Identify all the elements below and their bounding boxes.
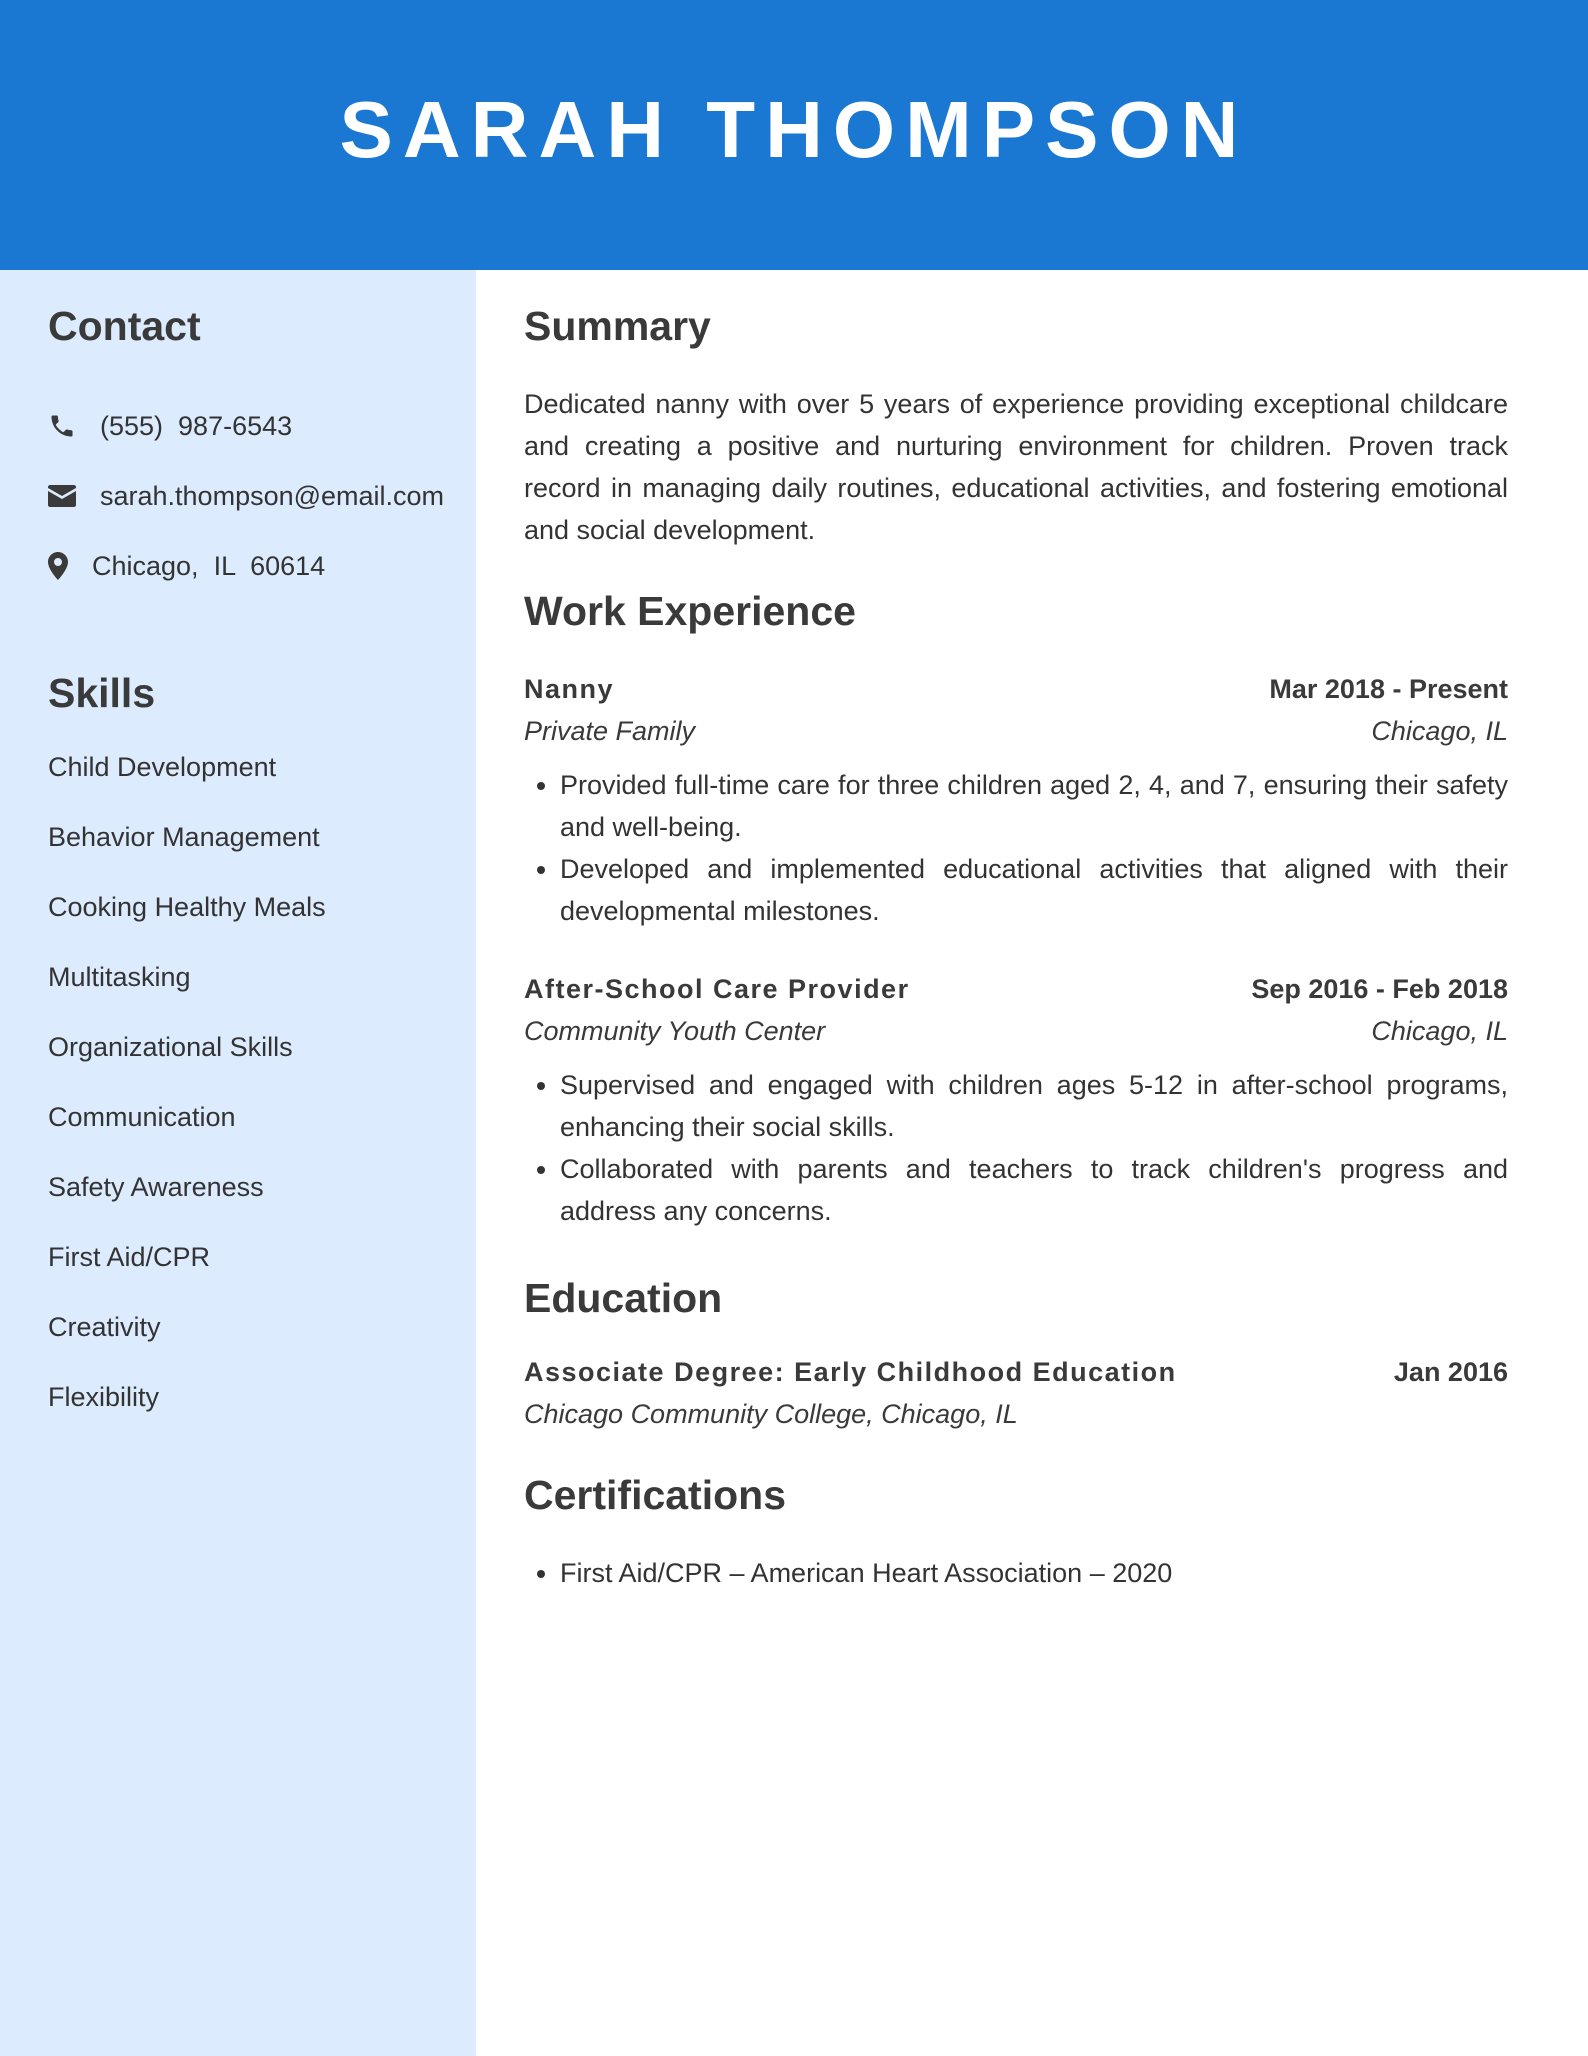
- experience-section: [524, 588, 1508, 1232]
- skill-item: Child Development: [48, 752, 277, 782]
- skill-item: Safety Awareness: [48, 1172, 264, 1202]
- job-employer: Private Family: [524, 716, 696, 746]
- skill-item: Multitasking: [48, 962, 191, 992]
- job-bullet: • Supervised and engaged with children ages 5-12 in after-school programs, enhancing their social skills.: [560, 1064, 1508, 1148]
- education-entry: [524, 1351, 1508, 1435]
- job-subheader: [524, 1010, 1508, 1052]
- skill-item: Flexibility: [48, 1382, 160, 1412]
- header-banner: [0, 0, 1588, 270]
- job-employer: Community Youth Center: [524, 1016, 826, 1046]
- main-content: [524, 270, 1508, 1594]
- education-section: [524, 1275, 1508, 1435]
- contact-title: Contact: [48, 303, 201, 349]
- sidebar: [0, 270, 476, 2056]
- job-bullet: • Developed and implemented educational activities that aligned with their developmental milestones.: [560, 848, 1508, 932]
- education-header: [524, 1351, 1508, 1393]
- job-bullets: [524, 764, 1508, 932]
- contact-phone: [48, 391, 476, 461]
- job-bullets: [524, 1064, 1508, 1232]
- skill-item: Cooking Healthy Meals: [48, 892, 326, 922]
- job-entry: [524, 968, 1508, 1232]
- certifications-title: Certifications: [524, 1472, 786, 1518]
- skill-item: Organizational Skills: [48, 1032, 293, 1062]
- job-location: Chicago, IL: [1371, 1016, 1508, 1046]
- map-pin-icon: [48, 551, 76, 581]
- summary-section: [524, 303, 1508, 551]
- summary-text: Dedicated nanny with over 5 years of experience providing exceptional childcare and creating a positive and nurturing environment for children. Proven track record in managing daily routines, educational activities, and fostering emotional and social development.: [524, 389, 1508, 545]
- email-text: sarah.thompson@email.com: [100, 480, 445, 511]
- certifications-section: [524, 1472, 1508, 1594]
- job-subheader: [524, 710, 1508, 752]
- envelope-icon: [48, 481, 82, 511]
- candidate-name: SARAH THOMPSON: [339, 85, 1249, 174]
- job-entry: [524, 668, 1508, 932]
- contact-email: [48, 461, 476, 531]
- job-title: After-School Care Provider: [524, 974, 910, 1004]
- experience-title: Work Experience: [524, 588, 856, 634]
- job-dates: Sep 2016 - Feb 2018: [1251, 974, 1508, 1004]
- degree-title: Associate Degree: Early Childhood Education: [524, 1357, 1177, 1387]
- education-school-row: [524, 1393, 1508, 1435]
- job-header: [524, 968, 1508, 1010]
- education-title: Education: [524, 1275, 723, 1321]
- skill-item: Communication: [48, 1102, 236, 1132]
- education-school: Chicago Community College, Chicago, IL: [524, 1399, 1018, 1429]
- certifications-list: [524, 1552, 1508, 1594]
- job-bullet: • Provided full-time care for three children aged 2, 4, and 7, ensuring their safety and well-being.: [560, 764, 1508, 848]
- contact-list: [48, 391, 476, 601]
- summary-title: Summary: [524, 303, 711, 349]
- phone-icon: [48, 411, 82, 441]
- location-text: Chicago, IL 60614: [92, 550, 326, 581]
- skill-item: First Aid/CPR: [48, 1242, 211, 1272]
- skills-title: Skills: [48, 670, 156, 716]
- skills-list: [48, 752, 476, 1452]
- job-bullet: • Collaborated with parents and teachers to track children's progress and address any concerns.: [560, 1148, 1508, 1232]
- skill-item: Behavior Management: [48, 822, 320, 852]
- job-title: Nanny: [524, 674, 615, 704]
- skill-item: Creativity: [48, 1312, 161, 1342]
- certification-item: • First Aid/CPR – American Heart Association – 2020: [560, 1552, 1508, 1594]
- job-dates: Mar 2018 - Present: [1269, 674, 1508, 704]
- contact-location: [48, 531, 476, 601]
- education-date: Jan 2016: [1393, 1357, 1508, 1387]
- phone-text: (555) 987-6543: [100, 410, 293, 441]
- job-header: [524, 668, 1508, 710]
- job-location: Chicago, IL: [1371, 716, 1508, 746]
